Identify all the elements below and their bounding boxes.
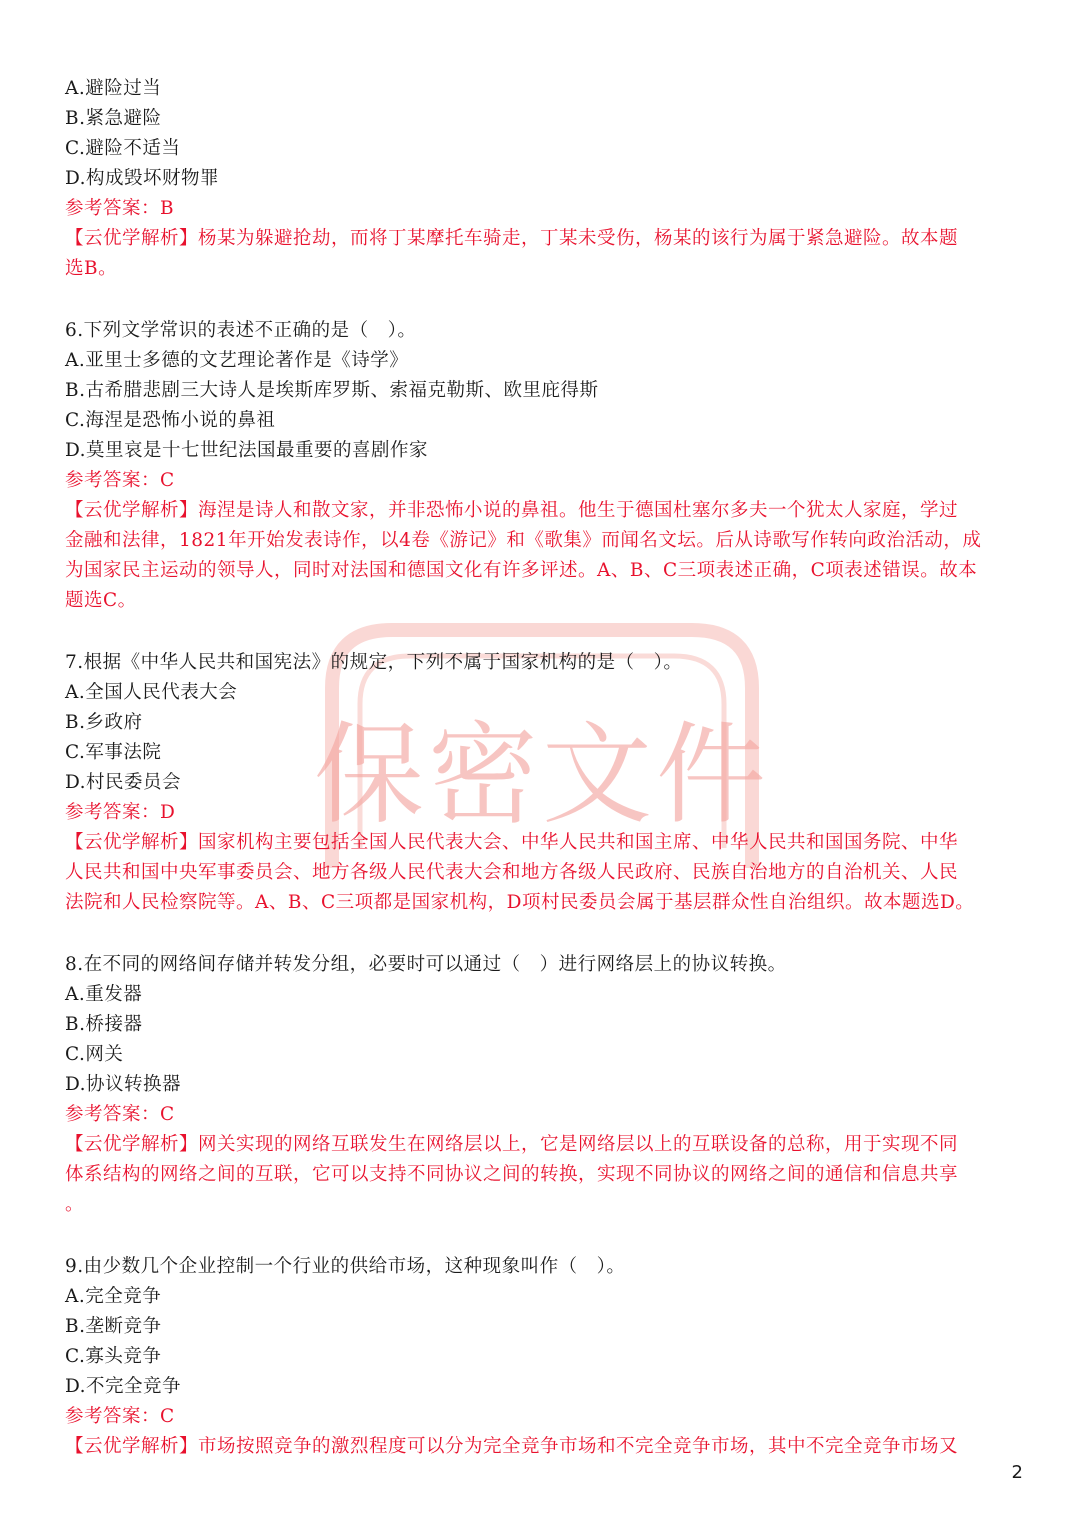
question-text: 8.在不同的网络间存储并转发分组，必要时可以通过（ ）进行网络层上的协议转换。 xyxy=(65,954,787,975)
option-c: C.网关 xyxy=(65,1044,124,1065)
page-number: 2 xyxy=(1011,1462,1023,1483)
question-text: 7.根据《中华人民共和国宪法》的规定，下列不属于国家机构的是（ ）。 xyxy=(65,652,683,673)
option-a: A.亚里士多德的文艺理论著作是《诗学》 xyxy=(65,350,409,371)
question-text: 6.下列文学常识的表述不正确的是（ ）。 xyxy=(65,320,417,341)
option-a: A.全国人民代表大会 xyxy=(65,682,238,703)
question-7 xyxy=(65,648,1015,918)
question-content xyxy=(65,74,1015,1462)
analysis: 【云优学解析】海涅是诗人和散文家，并非恐怖小说的鼻祖。他生于德国杜塞尔多夫一个犹太人家庭，学过 金融和法律，1821年开始发表诗作，以4卷《游记》和《歌集》而闻名文坛。后从诗歌写作转向政治活动，成 为国家民主运动的领导人，同时对法国和德国文化有许多评述。A、B、C三项表述正确，C项表述错误。故本 题选C。 xyxy=(65,500,982,611)
question-text: 9.由少数几个企业控制一个行业的供给市场，这种现象叫作（ ）。 xyxy=(65,1256,626,1277)
answer: 参考答案：C xyxy=(65,1406,175,1427)
option-d: D.构成毁坏财物罪 xyxy=(65,168,220,189)
option-a: A.完全竞争 xyxy=(65,1286,162,1307)
question-5-tail xyxy=(65,74,1015,284)
option-b: B.垄断竞争 xyxy=(65,1316,162,1337)
analysis: 【云优学解析】网关实现的网络互联发生在网络层以上，它是网络层以上的互联设备的总称，用于实现不同 体系结构的网络之间的互联，它可以支持不同协议之间的转换，实现不同协议的网络之间的通信和信息共享 。 xyxy=(65,1134,959,1215)
option-b: B.紧急避险 xyxy=(65,108,162,129)
option-c: C.避险不适当 xyxy=(65,138,181,159)
question-9 xyxy=(65,1252,1015,1462)
option-a: A.避险过当 xyxy=(65,78,162,99)
question-8 xyxy=(65,950,1015,1220)
option-a: A.重发器 xyxy=(65,984,143,1005)
analysis: 【云优学解析】国家机构主要包括全国人民代表大会、中华人民共和国主席、中华人民共和国国务院、中华 人民共和国中央军事委员会、地方各级人民代表大会和地方各级人民政府、民族自治地方的自治机关、人民 法院和人民检察院等。A、B、C三项都是国家机构，D项村民委员会属于基层群众性自治组织。故本题选D。 xyxy=(65,832,975,913)
analysis: 【云优学解析】市场按照竞争的激烈程度可以分为完全竞争市场和不完全竞争市场，其中不完全竞争市场又 xyxy=(65,1436,959,1457)
answer: 参考答案：D xyxy=(65,802,176,823)
watermark-text: 保密文件 xyxy=(314,711,770,839)
option-c: C.寡头竞争 xyxy=(65,1346,162,1367)
option-c: C.海涅是恐怖小说的鼻祖 xyxy=(65,410,276,431)
answer: 参考答案：B xyxy=(65,198,175,219)
question-6 xyxy=(65,316,1015,616)
option-d: D.村民委员会 xyxy=(65,772,182,793)
option-d: D.协议转换器 xyxy=(65,1074,182,1095)
option-d: D.莫里哀是十七世纪法国最重要的喜剧作家 xyxy=(65,440,429,461)
option-b: B.桥接器 xyxy=(65,1014,143,1035)
option-d: D.不完全竞争 xyxy=(65,1376,182,1397)
option-b: B.古希腊悲剧三大诗人是埃斯库罗斯、索福克勒斯、欧里庇得斯 xyxy=(65,380,599,401)
option-b: B.乡政府 xyxy=(65,712,143,733)
option-c: C.军事法院 xyxy=(65,742,162,763)
answer: 参考答案：C xyxy=(65,470,175,491)
answer: 参考答案：C xyxy=(65,1104,175,1125)
analysis: 【云优学解析】杨某为躲避抢劫，而将丁某摩托车骑走，丁某未受伤，杨某的该行为属于紧急避险。故本题 选B。 xyxy=(65,228,959,279)
